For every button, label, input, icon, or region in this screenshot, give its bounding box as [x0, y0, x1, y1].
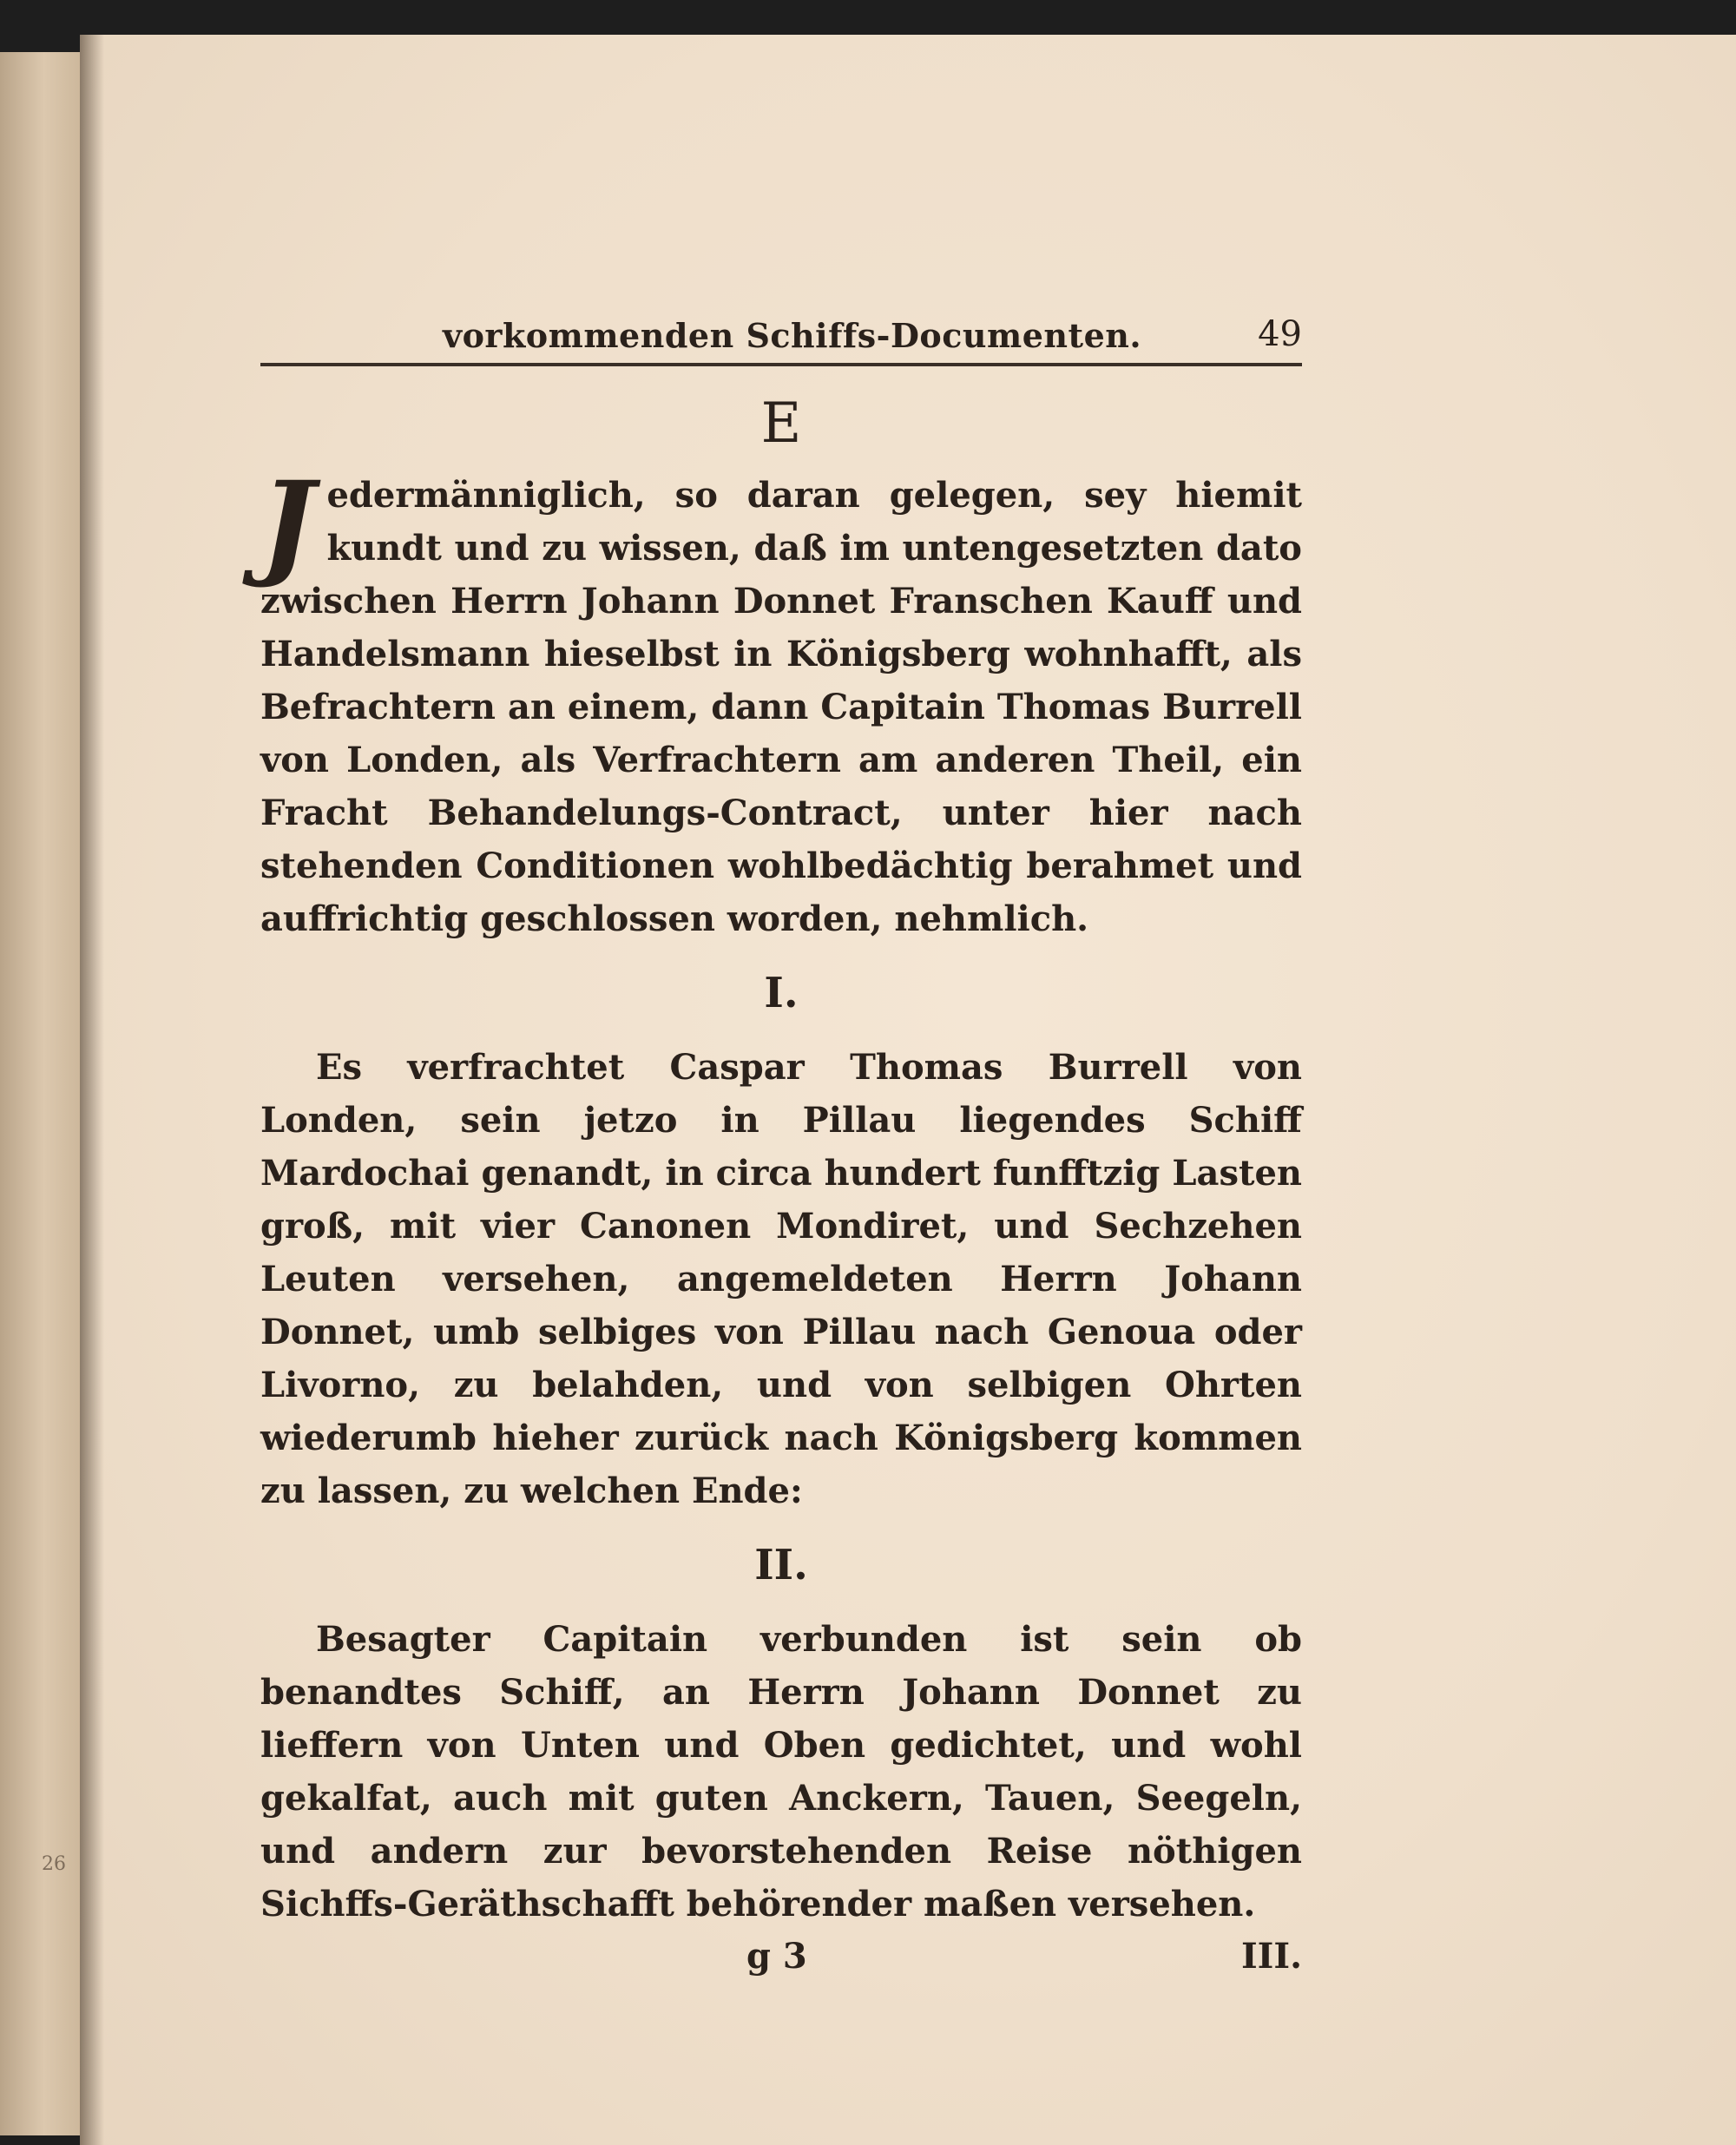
- page-footer: [260, 1932, 1302, 1984]
- article-numeral-2: II.: [754, 1541, 808, 1589]
- opening-text: edermänniglich, so daran gelegen, sey hiemit kundt und zu wissen, daß im untengesetzten dato zwischen Herrn Johann Donnet Franschen Kauff und Handelsmann hieselbst in Königsberg wohnhafft, als Befrachtern an einem, dann Capitain Thomas Burrell von Londen, als Verfrachtern am anderen Theil, ein Fracht Behandelungs-Contract, unter hier nach stehenden Conditionen wohlbedächtig berahmet und auffrichtig geschlossen worden, nehmlich.: [260, 475, 1302, 939]
- section-letter: E: [760, 391, 802, 456]
- book-page: [80, 35, 1736, 2145]
- facing-page-edge: [0, 52, 82, 2135]
- catchword: III.: [1240, 1936, 1302, 1977]
- drop-initial: J: [260, 457, 315, 591]
- page-number: 49: [1258, 314, 1302, 354]
- running-head: [260, 311, 1302, 366]
- article-paragraph-1: Es verfrachtet Caspar Thomas Burrell von Londen, sein jetzo in Pillau liegendes Schiff Mardochai genandt, in circa hundert funfftzig Lasten groß, mit vier Canonen Mondiret, und Sechzehen Leuten versehen, angemeldeten Herrn Johann Donnet, umb selbiges von Pillau nach Genoua oder Livorno, zu belahden, und von selbigen Ohrten wiederumb hieher zurück nach Königsberg kommen zu lassen, zu welchen Ende:: [260, 1047, 1302, 1511]
- signature-mark: g 3: [746, 1936, 807, 1977]
- margin-note: 26: [42, 1853, 66, 1875]
- running-head-title: vorkommenden Schiffs-Documenten.: [443, 316, 1142, 355]
- text-block: [260, 311, 1302, 1984]
- article-paragraph-2: Besagter Capitain verbunden ist sein ob benandtes Schiff, an Herrn Johann Donnet zu lieffern von Unten und Oben gedichtet, und wohl gekalfat, auch mit guten Anckern, Tauen, Seegeln, und andern zur bevorstehenden Reise nöthigen Sichffs-Geräthschafft behörender maßen versehen.: [260, 1619, 1302, 1925]
- article-numeral-1: I.: [764, 969, 799, 1017]
- spine-shadow: [80, 35, 104, 2145]
- opening-paragraph: [260, 457, 1302, 945]
